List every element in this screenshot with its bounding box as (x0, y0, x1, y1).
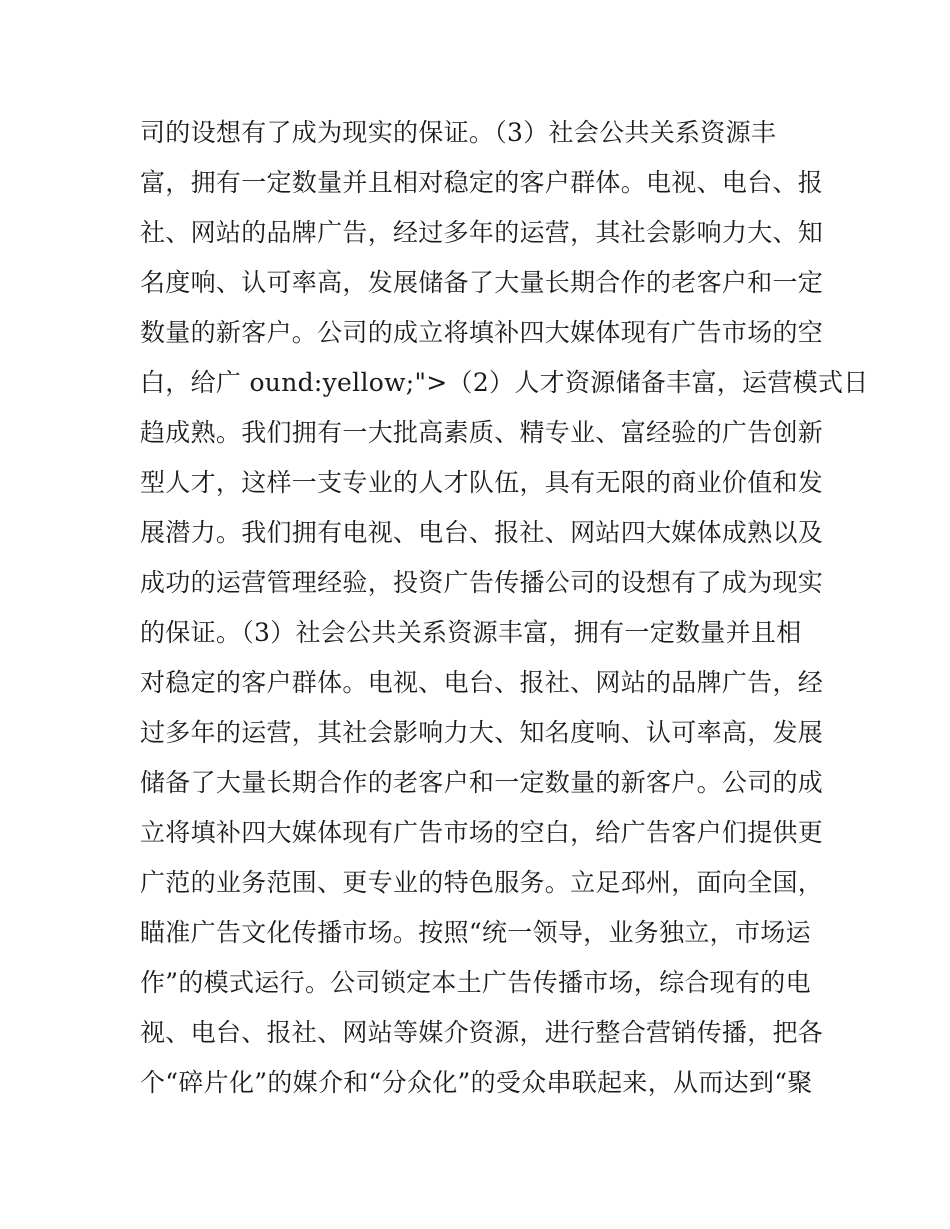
text-line: 趋成熟。我们拥有一大批高素质、精专业、富经验的广告创新 (140, 418, 824, 447)
body-text (140, 108, 869, 1108)
text-line: 数量的新客户。公司的成立将填补四大媒体现有广告市场的空 (140, 318, 824, 347)
text-line: 成功的运营管理经验，投资广告传播公司的设想有了成为现实 (140, 568, 824, 597)
text-line: 社、网站的品牌广告，经过多年的运营，其社会影响力大、知 (140, 218, 824, 247)
text-line: 作”的模式运行。公司锁定本土广告传播市场，综合现有的电 (140, 968, 811, 997)
text-line: 的保证。（3）社会公共关系资源丰富，拥有一定数量并且相 (140, 618, 802, 647)
text-line: 展潜力。我们拥有电视、电台、报社、网站四大媒体成熟以及 (140, 518, 824, 547)
text-line: 视、电台、报社、网站等媒介资源，进行整合营销传播，把各 (140, 1018, 824, 1047)
text-line: 对稳定的客户群体。电视、电台、报社、网站的品牌广告，经 (140, 668, 824, 697)
text-line: 过多年的运营，其社会影响力大、知名度响、认可率高，发展 (140, 718, 824, 747)
text-line: 白，给广 ound:yellow;">（2）人才资源储备丰富，运营模式日 (140, 368, 869, 397)
text-line: 型人才，这样一支专业的人才队伍，具有无限的商业价值和发 (140, 468, 824, 497)
text-line: 名度响、认可率高，发展储备了大量长期合作的老客户和一定 (140, 268, 824, 297)
text-line: 瞄准广告文化传播市场。按照“统一领导，业务独立，市场运 (140, 918, 811, 947)
text-line: 储备了大量长期合作的老客户和一定数量的新客户。公司的成 (140, 768, 824, 797)
text-line: 广范的业务范围、更专业的特色服务。立足邳州，面向全国， (140, 868, 824, 897)
text-line: 个“碎片化”的媒介和“分众化”的受众串联起来，从而达到“聚 (140, 1068, 813, 1097)
text-line: 立将填补四大媒体现有广告市场的空白，给广告客户们提供更 (140, 818, 824, 847)
text-line: 富，拥有一定数量并且相对稳定的客户群体。电视、电台、报 (140, 168, 824, 197)
text-line: 司的设想有了成为现实的保证。（3）社会公共关系资源丰 (140, 118, 777, 147)
